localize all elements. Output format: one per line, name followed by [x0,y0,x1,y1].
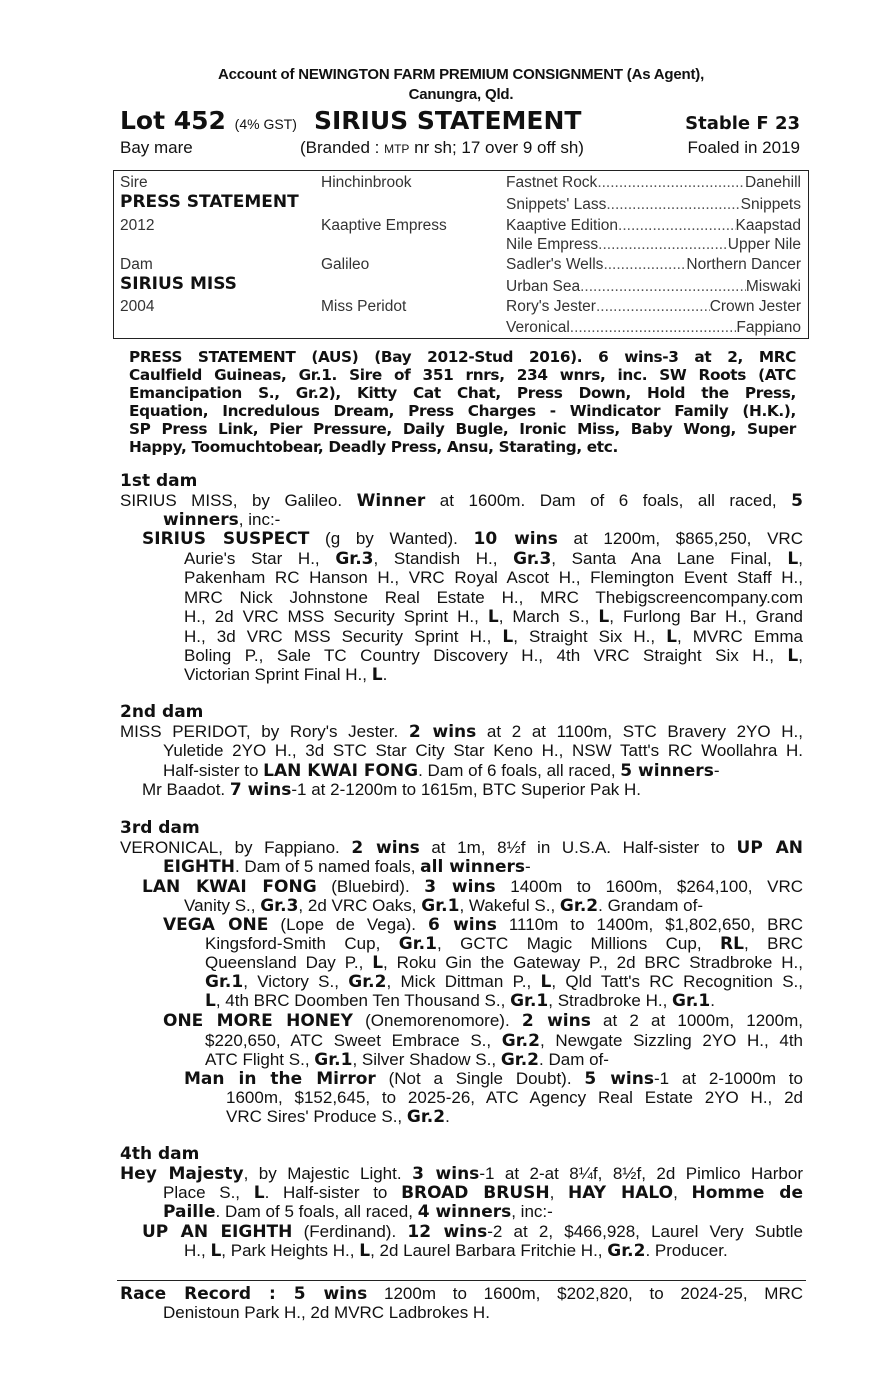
third-dam-heading: 3rd dam [120,818,200,838]
third-dam-line: VERONICAL, by Fappiano. 2 wins at 1m, 8½f in U.S.A. Half-sister to UP AN [120,838,803,858]
third-dam-line: Kingsford-Smith Cup, Gr.1, GCTC Magic Millions Cup, RL, BRC [205,934,804,954]
granddam-sire: Kaaptive Empress [321,217,447,234]
third-dam-line: Vanity S., Gr.3, 2d VRC Oaks, Gr.1, Wakeful S., Gr.2. Grandam of- [184,896,703,916]
gst-note: (4% GST) [234,116,297,132]
third-dam-line: L, 4th BRC Doomben Ten Thousand S., Gr.1, Stradbroke H., Gr.1. [205,991,715,1011]
first-dam-line: H., 3d VRC MSS Security Sprint H., L, Straight Six H., L, MVRC Emma [184,627,804,647]
dam-year: 2004 [120,298,155,315]
first-dam-line: MRC Nick Johnstone Real Estate H., MRC Thebigscreencompany.com [184,588,803,607]
fourth-dam-line: UP AN EIGHTH (Ferdinand). 12 wins-2 at 2, $466,928, Laurel Very Subtle [142,1222,803,1242]
first-dam-line: SIRIUS MISS, by Galileo. Winner at 1600m. Dam of 6 foals, all raced, 5 [120,491,803,511]
sire-notes-line: Equation, Incredulous Dream, Press Charges - Windicator Family (H.K.), [129,402,796,420]
grandsire-sire: Hinchinbrook [321,174,412,191]
fourth-dam-line: Hey Majesty, by Majestic Light. 3 wins-1 at 2-at 8¼f, 8½f, 2d Pimlico Harbor [120,1164,803,1184]
sire-notes-line: Caulfield Guineas, Gr.1. Sire of 351 rnrs, 234 wnrs, inc. SW Roots (ATC [129,366,796,384]
third-dam-line: VRC Sires' Produce S., Gr.2. [226,1107,450,1127]
race-record-label: Race Record : 5 wins [120,1284,368,1304]
second-dam-line: Yuletide 2YO H., 3d STC Star City Star Keno H., NSW Tatt's RC Woollahra H. [163,741,803,760]
third-dam-line: Gr.1, Victory S., Gr.2, Mick Dittman P., L, Qld Tatt's RC Recognition S., [205,972,803,992]
first-dam-line: Boling P., Sale TC Country Discovery H., 4th VRC Straight Six H., L, [184,646,803,666]
gen3-row: Rory's Jester ..... Crown Jester [506,297,801,316]
third-dam-line: VEGA ONE (Lope de Vega). 6 wins 1110m to 1400m, $1,802,650, BRC [163,915,803,935]
fourth-dam-heading: 4th dam [120,1144,200,1164]
third-dam-line: LAN KWAI FONG (Bluebird). 3 wins 1400m to 1600m, $264,100, VRC [142,877,803,897]
third-dam-line: Queensland Day P., L, Roku Gin the Gateway P., 2d BRC Stradbroke H., [205,953,803,973]
gen3-row: Sadler's Wells ..... Northern Dancer [506,255,801,274]
sire-name: PRESS STATEMENT [120,192,299,212]
second-dam-heading: 2nd dam [120,702,204,722]
first-dam-line: Victorian Sprint Final H., L. [184,665,388,685]
dam-label: Dam [120,256,153,273]
gen3-row: Fastnet Rock ..... Danehill [506,173,801,192]
fourth-dam-line: Paille. Dam of 5 foals, all raced, 4 winners, inc:- [163,1202,553,1222]
first-dam-line: SIRIUS SUSPECT (g by Wanted). 10 wins at 1200m, $865,250, VRC [142,529,803,549]
third-dam-line: Man in the Mirror (Not a Single Doubt). 5 wins-1 at 2-1000m to [184,1069,803,1089]
sire-notes-line: Happy, Toomuchtobear, Deadly Press, Ansu, Starating, etc. [129,438,618,456]
dam-name: SIRIUS MISS [120,274,237,294]
race-record-line: Race Record : 5 wins 1200m to 1600m, $202,820, to 2024-25, MRC [120,1284,803,1304]
first-dam-line: Pakenham RC Hanson H., VRC Royal Ascot H., Flemington Event Staff H., [184,568,803,587]
race-record-line: Denistoun Park H., 2d MVRC Ladbrokes H. [163,1303,490,1322]
gen3-row: Kaaptive Edition ..... Kaapstad [506,216,801,235]
sire-label: Sire [120,174,148,191]
race-record-divider [117,1280,806,1281]
third-dam-line: EIGHTH. Dam of 5 named foals, all winners- [163,857,531,877]
grandsire-dam: Galileo [321,256,370,273]
sire-notes-line: PRESS STATEMENT (AUS) (Bay 2012-Stud 2016). 6 wins-3 at 2, MRC [129,348,796,366]
lot-number: Lot 452 (4% GST) [120,106,297,135]
gen3-row: Urban Sea ..... Miswaki [506,277,801,296]
brand-mark: MTP [384,142,410,156]
sire-notes-line: SP Press Link, Pier Pressure, Daily Bugle, Ironic Miss, Baby Wong, Super [129,420,796,438]
sire-notes-line: Emancipation S., Gr.2), Kitty Cat Chat, Press Down, Hold the Press, [129,384,796,402]
stable-number: Stable F 23 [685,113,800,134]
gen3-row: Nile Empress ..... Upper Nile [506,235,801,254]
granddam-dam: Miss Peridot [321,298,407,315]
first-dam-line: Aurie's Star H., Gr.3, Standish H., Gr.3, Santa Ana Lane Final, L, [184,549,803,569]
account-line-1: Account of NEWINGTON FARM PREMIUM CONSIGNMENT (As Agent), [217,66,705,83]
account-line-2: Canungra, Qld. [408,86,514,103]
first-dam-line: winners, inc:- [163,510,281,530]
third-dam-line: ATC Flight S., Gr.1, Silver Shadow S., Gr.2. Dam of- [205,1050,609,1070]
second-dam-line: Half-sister to LAN KWAI FONG. Dam of 6 foals, all raced, 5 winners- [163,761,720,781]
third-dam-line: $220,650, ATC Sweet Embrace S., Gr.2, Newgate Sizzling 2YO H., 4th [205,1031,804,1051]
first-dam-heading: 1st dam [120,471,198,491]
sex-colour: Bay mare [120,138,193,157]
third-dam-line: ONE MORE HONEY (Onemorenomore). 2 wins at 2 at 1000m, 1200m, [163,1011,803,1031]
sire-year: 2012 [120,217,155,234]
horse-name: SIRIUS STATEMENT [314,106,582,135]
second-dam-line: MISS PERIDOT, by Rory's Jester. 2 wins at 2 at 1100m, STC Bravery 2YO H., [120,722,803,742]
gen3-row: Snippets' Lass ..... Snippets [506,195,801,214]
fourth-dam-line: H., L, Park Heights H., L, 2d Laurel Barbara Fritchie H., Gr.2. Producer. [184,1241,728,1261]
gen3-row: Veronical ..... Fappiano [506,318,801,337]
foaled-year: Foaled in 2019 [687,138,800,157]
brand-text: (Branded : MTP nr sh; 17 over 9 off sh) [300,138,584,157]
sire-notes [129,348,796,456]
fourth-dam-line: Place S., L. Half-sister to BROAD BRUSH, HAY HALO, Homme de [163,1183,803,1203]
third-dam-line: 1600m, $152,645, to 2025-26, ATC Agency Real Estate 2YO H., 2d [226,1088,803,1107]
second-dam-line: Mr Baadot. 7 wins-1 at 2-1200m to 1615m, BTC Superior Pak H. [142,780,641,800]
first-dam-line: H., 2d VRC MSS Security Sprint H., L, March S., L, Furlong Bar H., Grand [184,607,803,627]
